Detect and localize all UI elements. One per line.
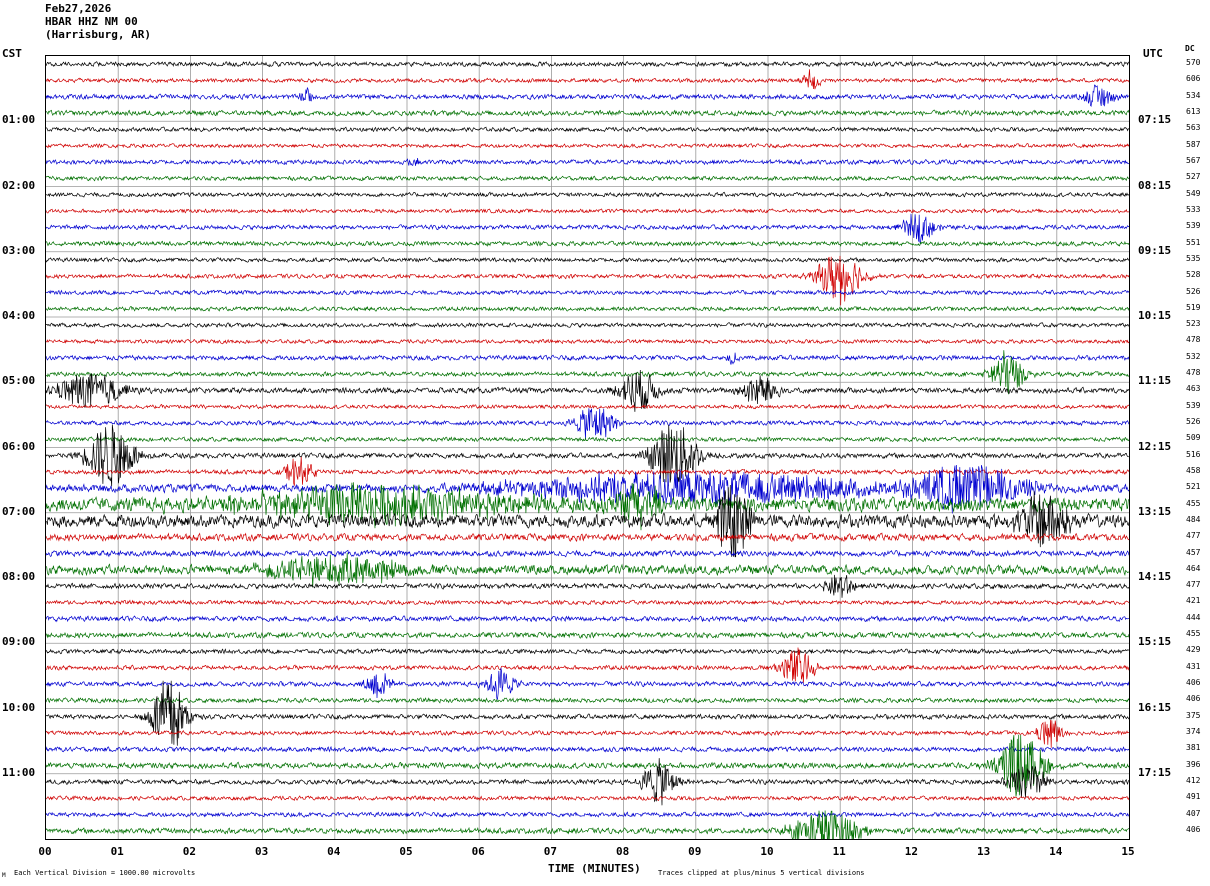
dc-value: 509: [1186, 433, 1201, 443]
dc-value: 534: [1186, 90, 1201, 100]
dc-column-label: DC: [1185, 44, 1195, 53]
dc-value: 396: [1186, 759, 1201, 769]
trace-line: [46, 747, 1129, 752]
left-time-tick: 02:00: [2, 178, 36, 192]
dc-value: 528: [1186, 270, 1201, 280]
left-time-tick: 06:00: [2, 439, 36, 453]
x-axis-tick: 05: [399, 845, 413, 858]
trace-line: [46, 425, 1129, 487]
x-axis-tick: 13: [976, 845, 991, 858]
left-time-tick: 04:00: [2, 309, 36, 322]
trace-line: [46, 323, 1129, 328]
trace-line: [46, 158, 1129, 166]
dc-value: 532: [1186, 351, 1201, 361]
dc-value: 523: [1186, 319, 1201, 329]
x-axis-tick: 14: [1049, 845, 1063, 858]
trace-line: [46, 127, 1129, 132]
trace-line: [46, 110, 1129, 116]
trace-line: [46, 353, 1129, 365]
dc-value: 535: [1186, 253, 1201, 263]
dc-value: 455: [1186, 629, 1201, 639]
left-axis-label: CST: [2, 47, 22, 60]
left-time-tick: 10:00: [2, 700, 36, 714]
trace-line: [46, 796, 1129, 801]
dc-value: 521: [1186, 482, 1201, 492]
dc-value: 533: [1186, 204, 1201, 214]
plot-canvas: [46, 56, 1129, 839]
x-axis-tick: 06: [471, 845, 485, 858]
dc-value: 455: [1186, 498, 1201, 508]
dc-value: 463: [1186, 384, 1201, 394]
xaxis-title: TIME (MINUTES): [548, 862, 641, 875]
dc-value: 539: [1186, 400, 1201, 410]
dc-value: 606: [1186, 74, 1201, 84]
trace-line: [46, 812, 1129, 817]
trace-line: [46, 192, 1129, 197]
right-time-tick: 13:15: [1138, 504, 1172, 518]
left-time-tick: 08:00: [2, 570, 36, 583]
dc-value: 375: [1186, 710, 1201, 720]
x-axis-tick: 02: [182, 845, 197, 858]
header-location: (Harrisburg, AR): [45, 28, 151, 41]
left-time-tick: 05:00: [2, 374, 36, 388]
right-time-tick: 08:15: [1138, 178, 1172, 192]
dc-value: 613: [1186, 107, 1201, 117]
dc-value: 491: [1186, 792, 1201, 802]
trace-line: [46, 307, 1129, 312]
dc-value: 429: [1186, 645, 1201, 655]
right-time-tick: 15:15: [1138, 635, 1172, 649]
x-axis-tick: 08: [615, 845, 630, 858]
trace-line: [46, 176, 1129, 181]
x-axis-tick: 11: [832, 845, 846, 858]
header-station: HBAR HHZ NM 00: [45, 15, 138, 28]
trace-line: [46, 457, 1129, 486]
trace-line: [46, 256, 1129, 306]
trace-line: [46, 553, 1129, 588]
dc-value: 478: [1186, 368, 1201, 378]
dc-value: 406: [1186, 694, 1201, 704]
x-axis-tick: 12: [904, 845, 919, 858]
dc-value: 477: [1186, 580, 1201, 590]
x-axis-tick: 00: [38, 845, 52, 858]
dc-value: 526: [1186, 286, 1201, 296]
right-time-tick: 07:15: [1138, 113, 1172, 127]
seismogram-plot: [45, 55, 1130, 840]
dc-value: 478: [1186, 335, 1201, 345]
dc-value: 407: [1186, 808, 1201, 818]
trace-line: [46, 290, 1129, 295]
dc-value: 412: [1186, 775, 1201, 785]
dc-value: 457: [1186, 547, 1201, 557]
trace-line: [46, 209, 1129, 213]
x-axis-tick: 15: [1121, 845, 1135, 858]
footer-clip-note: Traces clipped at plus/minus 5 vertical divisions: [658, 869, 865, 877]
trace-line: [46, 144, 1129, 148]
trace-line: [46, 698, 1129, 703]
dc-value: 551: [1186, 237, 1201, 247]
trace-line: [46, 214, 1129, 244]
dc-value: 484: [1186, 514, 1201, 524]
dc-value: 381: [1186, 743, 1201, 753]
right-time-tick: 17:15: [1138, 765, 1172, 779]
x-axis-tick: 07: [543, 845, 558, 858]
dc-value: 516: [1186, 449, 1201, 459]
trace-line: [46, 668, 1129, 699]
dc-value: 374: [1186, 726, 1201, 736]
left-time-tick: 03:00: [2, 243, 36, 257]
dc-value: 421: [1186, 596, 1201, 606]
dc-value: 519: [1186, 302, 1201, 312]
dc-value: 563: [1186, 123, 1201, 133]
x-axis-tick: 03: [254, 845, 269, 858]
left-time-tick: 01:00: [2, 113, 36, 127]
dc-value: 406: [1186, 824, 1201, 834]
right-time-tick: 14:15: [1138, 570, 1172, 583]
right-time-tick: 12:15: [1138, 439, 1172, 453]
dc-value: 406: [1186, 678, 1201, 688]
trace-line: [46, 600, 1129, 605]
x-axis-tick: 01: [110, 845, 124, 858]
dc-value: 549: [1186, 188, 1201, 198]
trace-line: [46, 241, 1129, 246]
dc-value: 444: [1186, 612, 1201, 622]
left-time-tick: 11:00: [2, 765, 36, 779]
x-axis-tick: 09: [688, 845, 702, 858]
right-axis-label: UTC: [1143, 47, 1163, 60]
trace-line: [46, 533, 1129, 541]
trace-line: [46, 69, 1129, 89]
left-time-tick: 09:00: [2, 635, 36, 649]
trace-line: [46, 720, 1129, 748]
dc-value: 570: [1186, 58, 1201, 68]
dc-value: 567: [1186, 156, 1201, 166]
right-time-tick: 09:15: [1138, 243, 1172, 257]
trace-line: [46, 681, 1129, 746]
trace-line: [46, 405, 1129, 409]
trace-line: [46, 550, 1129, 557]
dc-value: 527: [1186, 172, 1201, 182]
dc-value: 539: [1186, 221, 1201, 231]
footer-scale-note: Each Vertical Division = 1000.00 microvolts: [14, 869, 196, 877]
footer-mark: M: [2, 872, 6, 879]
dc-value: 464: [1186, 563, 1201, 573]
header-date: Feb27,2026: [45, 2, 112, 15]
left-time-tick: 07:00: [2, 504, 36, 518]
right-time-tick: 16:15: [1138, 700, 1172, 714]
dc-value: 526: [1186, 417, 1201, 427]
header-block: [45, 2, 151, 41]
trace-line: [46, 735, 1129, 797]
x-axis-tick: 04: [327, 845, 341, 858]
x-axis-tick: 10: [760, 845, 774, 858]
trace-line: [46, 339, 1129, 344]
trace-line: [46, 632, 1129, 638]
dc-value: 458: [1186, 465, 1201, 475]
dc-value: 477: [1186, 531, 1201, 541]
trace-line: [46, 350, 1129, 394]
trace-line: [46, 85, 1129, 106]
trace-line: [46, 258, 1129, 263]
dc-value: 587: [1186, 139, 1201, 149]
trace-line: [46, 408, 1129, 438]
trace-line: [46, 437, 1129, 442]
dc-value: 431: [1186, 661, 1201, 671]
right-time-tick: 11:15: [1138, 374, 1172, 388]
right-time-tick: 10:15: [1138, 309, 1172, 322]
trace-line: [46, 616, 1129, 622]
trace-line: [46, 62, 1129, 67]
trace-line: [46, 649, 1129, 654]
